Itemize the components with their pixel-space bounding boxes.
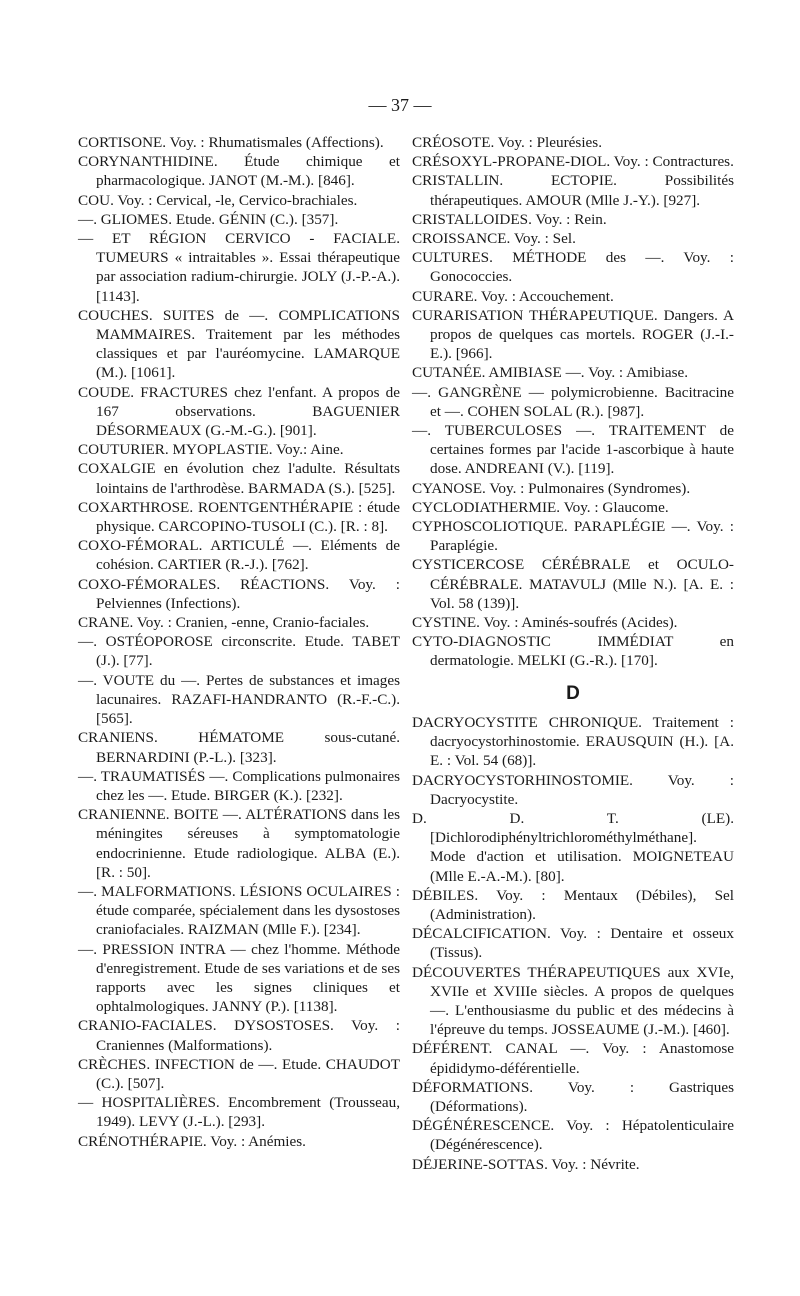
index-entry: CULTURES. MÉTHODE des —. Voy. : Gonococcies. xyxy=(412,249,734,286)
index-entry: DACRYOCYSTITE CHRONIQUE. Traitement : dacryocystorhinostomie. ERAUSQUIN (H.). [A. E. : Vol. 54 (68)]. xyxy=(412,713,734,770)
index-entry: CRISTALLOIDES. Voy. : Rein. xyxy=(412,210,607,228)
index-entry: DÉJERINE-SOTTAS. Voy. : Névrite. xyxy=(412,1155,640,1173)
index-entry: CRANIENS. HÉMATOME sous-cutané. BERNARDINI (P.-L.). [323]. xyxy=(78,729,400,766)
index-entry: —. OSTÉOPOROSE circonscrite. Etude. TABET (J.). [77]. xyxy=(78,633,400,670)
index-entry: CUTANÉE. AMIBIASE —. Voy. : Amibiase. xyxy=(412,364,689,382)
index-entry: CYSTINE. Voy. : Aminés-soufrés (Acides). xyxy=(412,614,678,632)
index-entry: CYTO-DIAGNOSTIC IMMÉDIAT en dermatologie. MELKI (G.-R.). [170]. xyxy=(412,633,734,670)
index-entry: CRÈCHES. INFECTION de —. Etude. CHAUDOT (C.). [507]. xyxy=(78,1055,400,1092)
index-entry: DÉFORMATIONS. Voy. : Gastriques (Déformations). xyxy=(412,1078,734,1115)
index-entry: DÉCALCIFICATION. Voy. : Dentaire et osseux (Tissus). xyxy=(412,925,734,962)
index-entry: —. GANGRÈNE — polymicrobienne. Bacitracine et —. COHEN SOLAL (R.). [987]. xyxy=(412,383,734,420)
index-entry: COXO-FÉMORALES. RÉACTIONS. Voy. : Pelviennes (Infections). xyxy=(78,575,400,612)
index-entry: — HOSPITALIÈRES. Encombrement (Trousseau, 1949). LEVY (J.-L.). [293]. xyxy=(78,1094,400,1131)
index-entry: —. VOUTE du —. Pertes de substances et images lacunaires. RAZAFI-HANDRANTO (R.-F.-C.). [565]. xyxy=(78,671,400,728)
page-number: — 37 — xyxy=(368,95,432,115)
index-entry: COXALGIE en évolution chez l'adulte. Résultats lointains de l'arthrodèse. BARMADA (S.). [525]. xyxy=(78,460,400,497)
index-entry: COU. Voy. : Cervical, -le, Cervico-brachiales. xyxy=(78,191,358,209)
index-entry: —. MALFORMATIONS. LÉSIONS OCULAIRES : étude comparée, spécialement dans les dysostoses craniofaciales. RAIZMAN (Mlle F.). [234]. xyxy=(78,882,400,939)
index-entry: CYPHOSCOLIOTIQUE. PARAPLÉGIE —. Voy. : Paraplégie. xyxy=(412,518,734,555)
index-entry: —. TUBERCULOSES —. TRAITEMENT de certaines formes par l'acide 1-ascorbique à haute dose. ANDREANI (V.). [119]. xyxy=(412,422,734,478)
index-entry: COXO-FÉMORAL. ARTICULÉ —. Eléments de cohésion. CARTIER (R.-J.). [762]. xyxy=(78,537,400,574)
index-entry: DÉCOUVERTES THÉRAPEUTIQUES aux XVIe, XVIIe et XVIIIe siècles. A propos de quelques —. L'enthousiasme du public et des médecins à l'épreuve du temps. JOSSEAUME (J.-M.). [460]. xyxy=(412,963,734,1039)
index-entry: CRANIENNE. BOITE —. ALTÉRATIONS dans les méningites séreuses à symptomatologie endocrinienne. Etude radiologique. ALBA (E.). [R. : 50]. xyxy=(78,806,400,881)
index-entry: CURARE. Voy. : Accouchement. xyxy=(412,287,614,305)
index-entry: DACRYOCYSTORHINOSTOMIE. Voy. : Dacryocystite. xyxy=(412,771,734,808)
index-entry: DÉGÉNÉRESCENCE. Voy. : Hépatolenticulaire (Dégénérescence). xyxy=(412,1117,734,1154)
left-column xyxy=(78,133,400,1151)
index-entry: COXARTHROSE. ROENTGENTHÉRAPIE : étude physique. CARCOPINO-TUSOLI (C.). [R. : 8]. xyxy=(78,498,400,536)
index-entry: — ET RÉGION CERVICO - FACIALE. TUMEURS « intraitables ». Essai thérapeutique par association radium-chirurgie. JOLY (J.-P.-A.). [1143]. xyxy=(78,230,400,305)
index-entry: CORTISONE. Voy. : Rhumatismales (Affections). xyxy=(78,134,384,151)
index-entry: —. TRAUMATISÉS —. Complications pulmonaires chez les —. Etude. BIRGER (K.). [232]. xyxy=(78,767,400,804)
index-entry: DÉBILES. Voy. : Mentaux (Débiles), Sel (Administration). xyxy=(412,886,734,923)
index-entry: —. PRESSION INTRA — chez l'homme. Méthode d'enregistrement. Etude de ses variations et de ses rapports avec les signes cliniques et ophtalmologiques. JANNY (P.). [1138]. xyxy=(78,940,400,1016)
index-entry: CRANIO-FACIALES. DYSOSTOSES. Voy. : Craniennes (Malformations). xyxy=(78,1017,400,1054)
index-entry: D. D. T. (LE). [Dichlorodiphényltrichlorométhylméthane]. Mode d'action et utilisation. MOIGNETEAU (Mlle E.-A.-M.). [80]. xyxy=(412,809,734,885)
index-entry: CRANE. Voy. : Cranien, -enne, Cranio-faciales. xyxy=(78,614,370,632)
section-letter-heading: D xyxy=(566,682,580,704)
index-entry: CYANOSE. Voy. : Pulmonaires (Syndromes). xyxy=(412,479,691,497)
index-entry: CRÉSOXYL-PROPANE-DIOL. Voy. : Contractures. xyxy=(412,153,734,171)
index-entry: CRÉOSOTE. Voy. : Pleurésies. xyxy=(412,134,602,151)
index-entry: COUDE. FRACTURES chez l'enfant. A propos de 167 observations. BAGUENIER DÉSORMEAUX (G.-M.-G.). [901]. xyxy=(78,383,400,440)
index-entry: CRÉNOTHÉRAPIE. Voy. : Anémies. xyxy=(78,1132,306,1150)
index-entry: COUTURIER. MYOPLASTIE. Voy.: Aine. xyxy=(78,441,344,459)
index-entry: CORYNANTHIDINE. Étude chimique et pharmacologique. JANOT (M.-M.). [846]. xyxy=(78,153,400,190)
index-entry: CYCLODIATHERMIE. Voy. : Glaucome. xyxy=(412,498,669,516)
index-entry: CRISTALLIN. ECTOPIE. Possibilités thérapeutiques. AMOUR (Mlle J.-Y.). [927]. xyxy=(412,172,734,209)
index-entry: COUCHES. SUITES de —. COMPLICATIONS MAMMAIRES. Traitement par les méthodes classiques et par l'auréomycine. LAMARQUE (M.). [1061]. xyxy=(78,306,400,382)
index-entry: DÉFÉRENT. CANAL —. Voy. : Anastomose épididymo-déférentielle. xyxy=(412,1040,734,1077)
right-column xyxy=(412,133,734,1174)
index-entry: CURARISATION THÉRAPEUTIQUE. Dangers. A propos de quelques cas mortels. ROGER (J.-I.-E.). [966]. xyxy=(412,306,734,363)
index-entry: —. GLIOMES. Etude. GÉNIN (C.). [357]. xyxy=(78,210,339,228)
index-entry: CROISSANCE. Voy. : Sel. xyxy=(412,230,576,248)
index-entry: CYSTICERCOSE CÉRÉBRALE et OCULO-CÉRÉBRALE. MATAVULJ (Mlle N.). [A. E. : Vol. 58 (139)]. xyxy=(412,556,734,612)
